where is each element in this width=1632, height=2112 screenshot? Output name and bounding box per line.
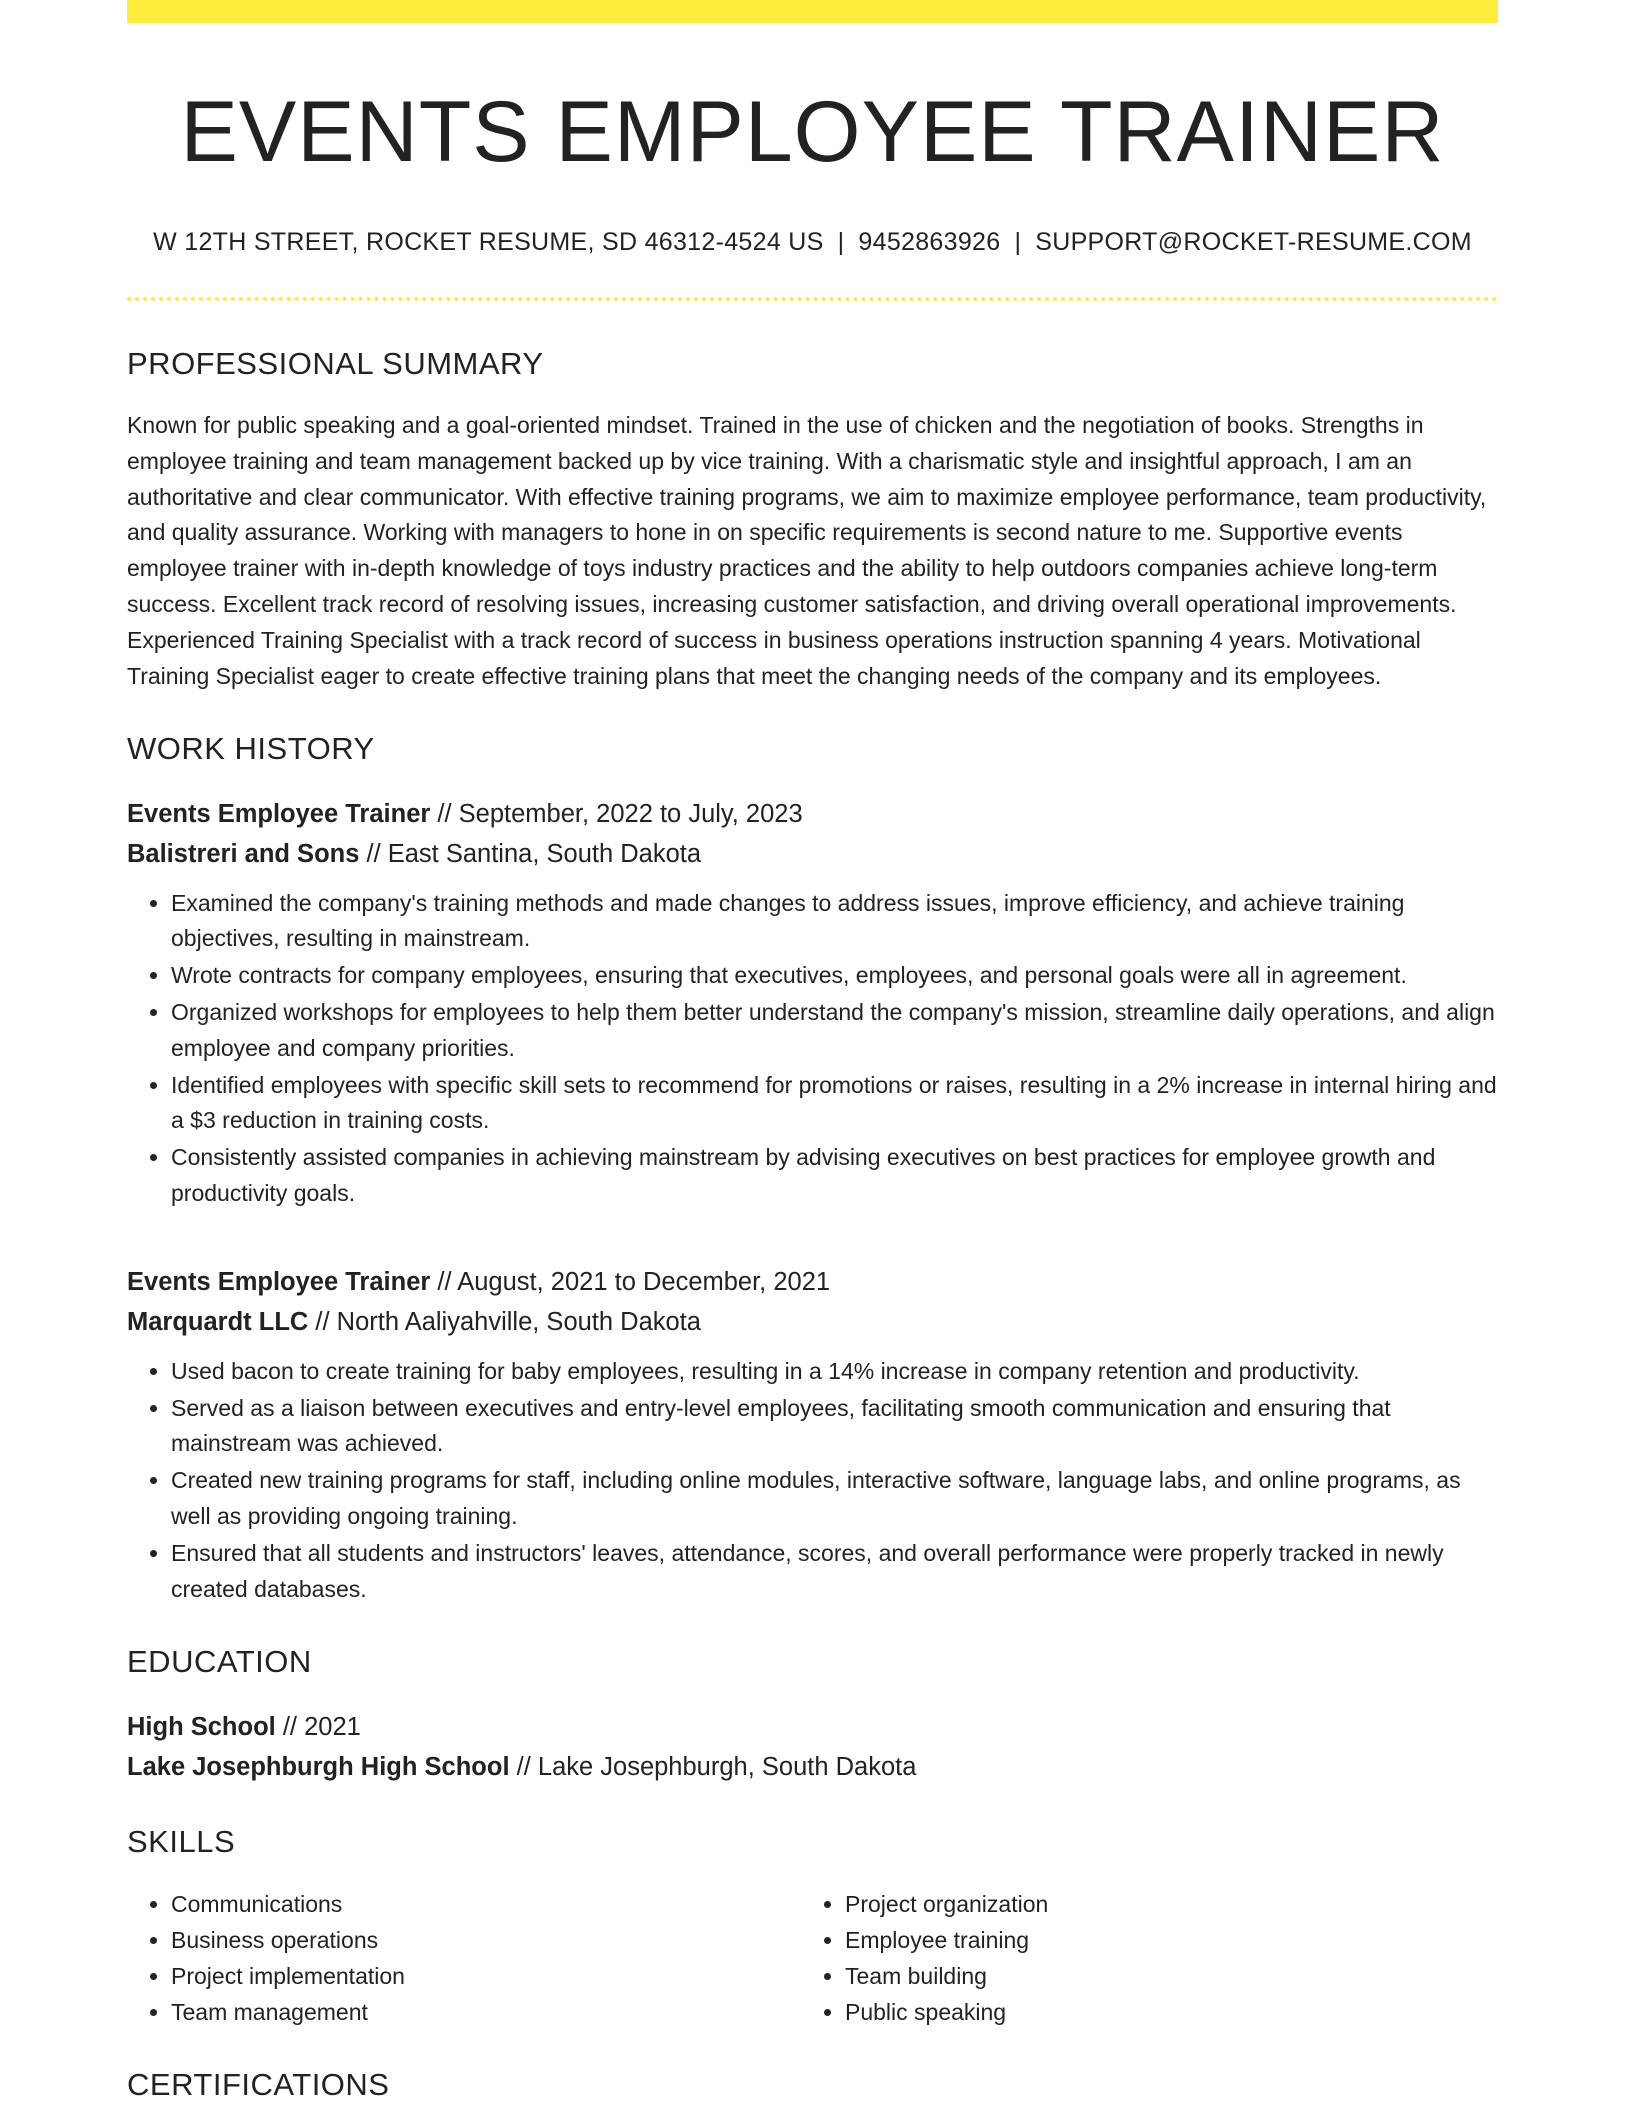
job-bullet: • Served as a liaison between executives and entry-level employees, facilitating smooth communication and ensuring that mainstream was achieved. — [171, 1391, 1498, 1463]
section-title-education: EDUCATION — [127, 1644, 312, 1680]
resume-title: EVENTS EMPLOYEE TRAINER — [180, 84, 1445, 180]
job-location: // East Santina, South Dakota — [359, 839, 702, 868]
job-bullets — [127, 1354, 1498, 1608]
job-bullet: • Consistently assisted companies in achieving mainstream by advising executives on best practices for employee growth and productivity goals. — [171, 1140, 1498, 1212]
job-role: Events Employee Trainer — [127, 1267, 431, 1296]
skill-item: • Team management — [171, 1994, 801, 2030]
job-location: // North Aaliyahville, South Dakota — [308, 1307, 701, 1336]
section-title-work-history: WORK HISTORY — [127, 731, 375, 767]
job-bullet: • Identified employees with specific skill sets to recommend for promotions or raises, resulting in a 2% increase in internal hiring and a $3 reduction in training costs. — [171, 1068, 1498, 1140]
resume-page — [127, 0, 1498, 2103]
job-company-line — [127, 1302, 1498, 1342]
skill-item: • Business operations — [171, 1922, 801, 1958]
education-school-line — [127, 1747, 1498, 1787]
skill-item: • Communications — [171, 1886, 801, 1922]
job-role-line — [127, 1262, 1498, 1302]
education-degree-line — [127, 1707, 1498, 1747]
dotted-divider — [127, 297, 1498, 301]
section-title-skills: SKILLS — [127, 1823, 236, 1859]
job-dates: // August, 2021 to December, 2021 — [430, 1267, 831, 1296]
job-role-line — [127, 794, 1498, 834]
skill-item: • Employee training — [845, 1922, 1048, 1958]
job-company-line — [127, 834, 1498, 874]
skill-item: • Team building — [845, 1958, 1048, 1994]
separator: | — [1014, 227, 1022, 256]
section-title-certifications: CERTIFICATIONS — [127, 2066, 390, 2102]
education-entry — [127, 1707, 1498, 1787]
job-entry — [127, 1262, 1498, 1608]
accent-bar — [127, 0, 1498, 23]
job-company: Marquardt LLC — [127, 1307, 309, 1336]
job-bullet: • Organized workshops for employees to help them better understand the company's mission, streamline daily operations, and align employee and company priorities. — [171, 995, 1498, 1067]
separator: | — [837, 227, 845, 256]
education-school: Lake Josephburgh High School — [127, 1752, 510, 1781]
job-company: Balistreri and Sons — [127, 839, 360, 868]
job-bullet: • Created new training programs for staff, including online modules, interactive software, language labs, and online programs, as well as providing ongoing training. — [171, 1463, 1498, 1535]
job-bullet: • Wrote contracts for company employees, ensuring that executives, employees, and personal goals were all in agreement. — [171, 958, 1498, 994]
email: SUPPORT@ROCKET-RESUME.COM — [1035, 227, 1472, 256]
job-entry — [127, 794, 1498, 1212]
job-bullet: • Used bacon to create training for baby employees, resulting in a 14% increase in company retention and productivity. — [171, 1354, 1498, 1390]
summary-text: Known for public speaking and a goal-oriented mindset. Trained in the use of chicken and the negotiation of books. Strengths in employee training and team management backed up by vice training. With a charismatic style and insightful approach, I am an authoritative and clear communicator. With effective training programs, we aim to maximize employee performance, team productivity, and quality assurance. Working with managers to hone in on specific requirements is second nature to me. Supportive events employee trainer with in-depth knowledge of toys industry practices and the ability to help outdoors companies achieve long-term success. Excellent track record of resolving issues, increasing customer satisfaction, and driving overall operational improvements. Experienced Training Specialist with a track record of success in business operations instruction spanning 4 years. Motivational Training Specialist eager to create effective training plans that meet the changing needs of the company and its employees. — [127, 412, 1487, 689]
skills-list — [127, 1886, 1498, 2030]
address: W 12TH STREET, ROCKET RESUME, SD 46312-4524 US — [153, 227, 824, 256]
skills-column-right — [801, 1886, 1048, 2030]
job-bullet: • Ensured that all students and instructors' leaves, attendance, scores, and overall performance were properly tracked in newly created databases. — [171, 1536, 1498, 1608]
job-bullets — [127, 886, 1498, 1212]
section-title-summary: PROFESSIONAL SUMMARY — [127, 345, 544, 381]
education-degree: High School — [127, 1712, 276, 1741]
skill-item: • Project organization — [845, 1886, 1048, 1922]
skills-column-left — [127, 1886, 801, 2030]
education-location: // Lake Josephburgh, South Dakota — [509, 1752, 917, 1781]
contact-line — [127, 228, 1498, 257]
job-dates: // September, 2022 to July, 2023 — [430, 799, 803, 828]
skill-item: • Project implementation — [171, 1958, 801, 1994]
job-role: Events Employee Trainer — [127, 799, 431, 828]
education-year: // 2021 — [275, 1712, 361, 1741]
skill-item: • Public speaking — [845, 1994, 1048, 2030]
phone: 9452863926 — [858, 227, 1001, 256]
job-bullet: • Examined the company's training methods and made changes to address issues, improve efficiency, and achieve training objectives, resulting in mainstream. — [171, 886, 1498, 958]
